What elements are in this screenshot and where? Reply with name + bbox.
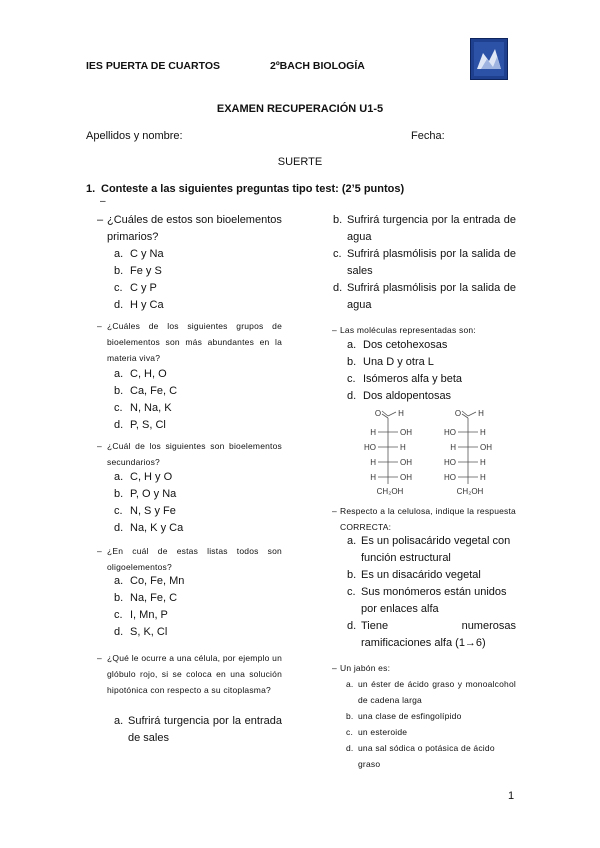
- option[interactable]: a. C y Na: [114, 248, 164, 260]
- page-number: 1: [508, 790, 515, 802]
- substituent-left: H: [370, 428, 376, 437]
- option[interactable]: b. Fe y S: [114, 265, 162, 277]
- q3-options: [114, 469, 183, 537]
- exam-title: EXAMEN RECUPERACIÓN U1-5: [216, 103, 384, 115]
- q2-options: [114, 366, 177, 434]
- ch2oh-label: CH₂OH: [456, 487, 484, 496]
- q5-continued-options: [333, 212, 516, 314]
- greeting: SUERTE: [277, 156, 323, 168]
- hydrogen-label: H: [478, 409, 484, 418]
- option[interactable]: d. S, K, Cl: [114, 626, 168, 638]
- question-text: ¿Cuál de los siguientes son bioelementos secundarios?: [107, 441, 282, 467]
- substituent-right: H: [480, 428, 486, 437]
- option[interactable]: b. Una D y otra L: [347, 356, 434, 368]
- substituent-right: OH: [400, 428, 412, 437]
- substituent-right: OH: [400, 473, 412, 482]
- option[interactable]: b. Na, Fe, C: [114, 592, 178, 604]
- question-text: ¿Qué le ocurre a una célula, por ejemplo un glóbulo rojo, si se coloca en una solución hipotónica con respecto a su citoplasma?: [107, 653, 282, 695]
- option[interactable]: a. C, H, O: [114, 368, 167, 380]
- q5-option-a[interactable]: a. Sufrirá turgencia por la entrada de sales: [114, 715, 282, 744]
- option[interactable]: d. Sufrirá plasmólisis por la salida de agua: [333, 282, 516, 311]
- molecule-right: [444, 409, 492, 496]
- option[interactable]: c. Isómeros alfa y beta: [347, 373, 463, 385]
- option[interactable]: c. Sus monómeros están unidos por enlaces alfa: [347, 586, 507, 615]
- option[interactable]: d. Tiene numerosas ramificaciones alfa (1→6): [347, 620, 516, 649]
- option[interactable]: b. Sufrirá turgencia por la entrada de agua: [333, 214, 516, 243]
- option[interactable]: c. Sufrirá plasmólisis por la salida de sales: [333, 248, 516, 277]
- option[interactable]: a. Es un polisacárido vegetal con función estructural: [347, 535, 511, 564]
- question-3: – ¿Cuál de los siguientes son bioelementos secundarios?: [97, 441, 282, 467]
- option[interactable]: c. C y P: [114, 282, 157, 294]
- q6-options: [347, 337, 462, 405]
- option[interactable]: c. un esteroide: [346, 727, 408, 737]
- question-4: – ¿En cuál de estas listas todos son oligoelementos?: [97, 546, 282, 572]
- option[interactable]: a. Dos cetohexosas: [347, 339, 448, 351]
- question-1: – ¿Cuáles de estos son bioelementos primarios?: [97, 214, 282, 243]
- section-heading: Conteste a las siguientes preguntas tipo test: (2’5 puntos): [101, 183, 405, 195]
- school-logo: [470, 38, 508, 80]
- substituent-left: HO: [444, 428, 456, 437]
- school-name: IES PUERTA DE CUARTOS: [86, 60, 220, 72]
- question-text: Un jabón es:: [340, 663, 391, 673]
- option[interactable]: d. P, S, Cl: [114, 419, 166, 431]
- option[interactable]: b. P, O y Na: [114, 488, 177, 500]
- option[interactable]: c. N, S y Fe: [114, 505, 176, 517]
- option[interactable]: a. C, H y O: [114, 471, 173, 483]
- question-text: Respecto a la celulosa, indique la respuesta CORRECTA:: [340, 506, 516, 532]
- oxygen-label: O: [374, 409, 382, 418]
- hydrogen-label: H: [398, 409, 404, 418]
- logo-emblem-icon: [471, 39, 507, 79]
- substituent-right: H: [480, 458, 486, 467]
- question-5: – ¿Qué le ocurre a una célula, por ejemplo un glóbulo rojo, si se coloca en una solución hipotónica con respecto a su citoplasma?: [97, 653, 282, 695]
- q1-options: [114, 246, 164, 314]
- question-6: – Las moléculas representadas son:: [332, 325, 476, 335]
- substituent-left: H: [370, 458, 376, 467]
- option[interactable]: c. N, Na, K: [114, 402, 172, 414]
- substituent-right: H: [400, 443, 406, 452]
- substituent-left: H: [370, 473, 376, 482]
- question-text: ¿En cuál de estas listas todos son oligoelementos?: [107, 546, 282, 572]
- question-8: – Un jabón es:: [332, 663, 391, 673]
- question-2: – ¿Cuáles de los siguientes grupos de bioelementos son más abundantes en la materia viva?: [97, 321, 282, 363]
- substituent-left: HO: [444, 473, 456, 482]
- option[interactable]: a. Co, Fe, Mn: [114, 575, 185, 587]
- question-text: ¿Cuáles de estos son bioelementos primarios?: [107, 214, 282, 243]
- substituent-right: OH: [400, 458, 412, 467]
- section-number: 1.: [86, 183, 96, 195]
- name-label: Apellidos y nombre:: [86, 130, 183, 142]
- q8-options: [346, 676, 516, 772]
- date-label: Fecha:: [411, 130, 445, 142]
- molecule-left: [364, 409, 412, 496]
- substituent-right: H: [480, 473, 486, 482]
- course-name: 2ºBACH BIOLOGÍA: [270, 60, 365, 72]
- substituent-left: HO: [444, 458, 456, 467]
- substituent-left: HO: [364, 443, 376, 452]
- empty-dash: –: [100, 196, 106, 207]
- option[interactable]: b. Ca, Fe, C: [114, 385, 178, 397]
- substituent-left: H: [450, 443, 456, 452]
- substituent-right: OH: [480, 443, 492, 452]
- oxygen-label: O: [454, 409, 462, 418]
- option[interactable]: a. un éster de ácido graso y monoalcohol de cadena larga: [346, 679, 516, 705]
- question-text: ¿Cuáles de los siguientes grupos de bioelementos son más abundantes en la materia viva?: [107, 321, 282, 363]
- ch2oh-label: CH₂OH: [376, 487, 404, 496]
- question-text: Las moléculas representadas son:: [340, 325, 476, 335]
- fischer-projections: [358, 406, 518, 500]
- option[interactable]: b. una clase de esfingolípido: [346, 711, 462, 721]
- q4-options: [114, 573, 184, 641]
- option[interactable]: b. Es un disacárido vegetal: [347, 569, 481, 581]
- option[interactable]: d. Dos aldopentosas: [347, 390, 452, 402]
- option[interactable]: d. una sal sódica o potásica de ácido graso: [346, 743, 495, 769]
- option[interactable]: d. H y Ca: [114, 299, 164, 311]
- option[interactable]: d. Na, K y Ca: [114, 522, 184, 534]
- question-7: – Respecto a la celulosa, indique la respuesta CORRECTA:: [332, 506, 516, 532]
- q7-options: [347, 533, 516, 652]
- option[interactable]: c. I, Mn, P: [114, 609, 168, 621]
